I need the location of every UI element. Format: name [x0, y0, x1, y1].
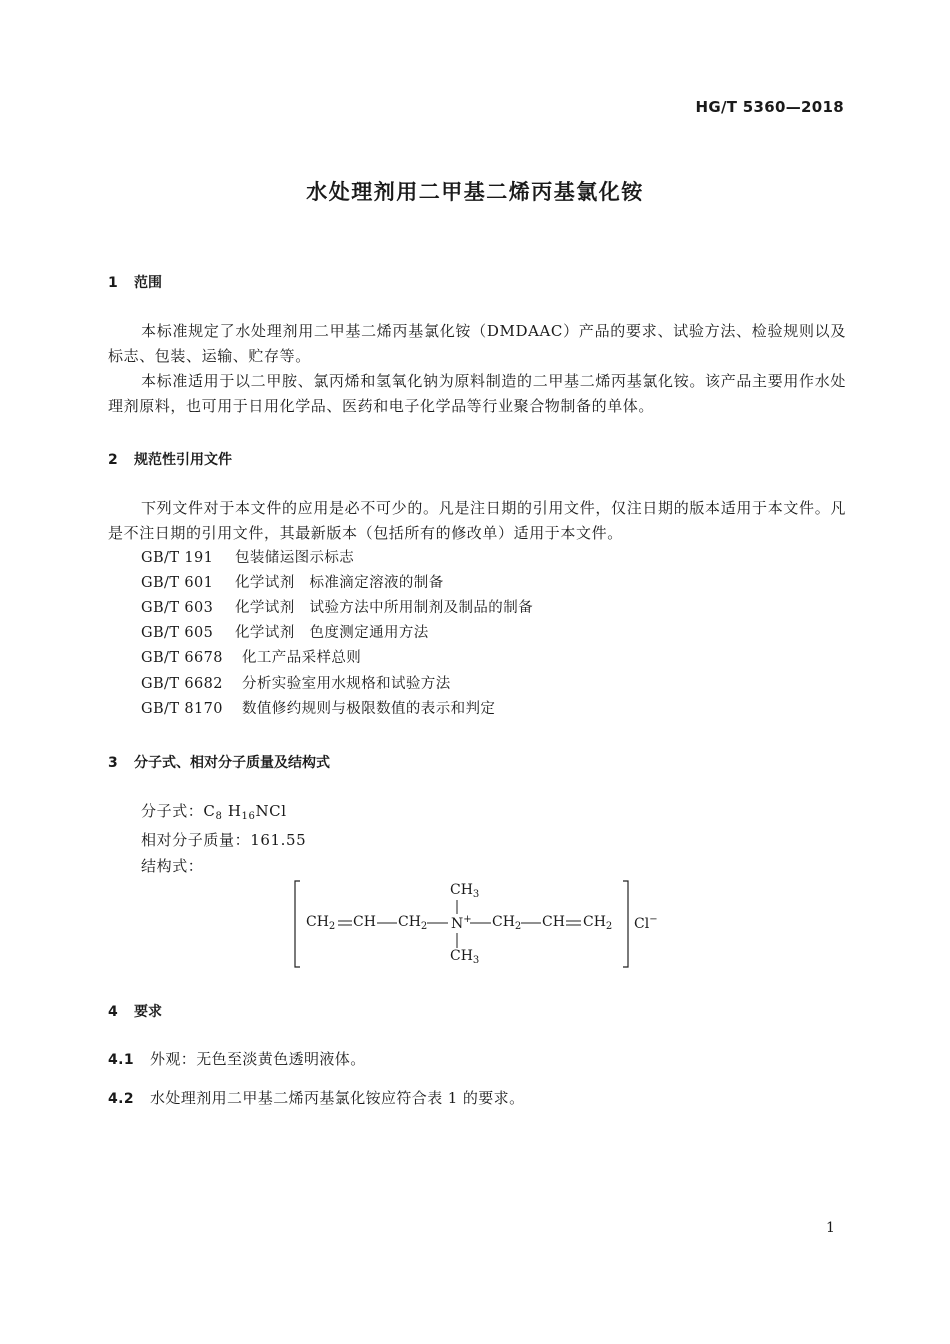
- reference-code: GB/T 6682: [141, 676, 223, 692]
- allyl-ch2-right: [583, 914, 612, 932]
- section-2-heading: [108, 449, 232, 469]
- molecular-formula: [141, 800, 287, 822]
- reference-name: 包装储运图示标志: [235, 550, 355, 566]
- reference-code: GB/T 6678: [141, 650, 223, 666]
- formula-label: 分子式：: [141, 802, 204, 820]
- ch2-text: CH: [398, 914, 421, 930]
- requirement-number: 4.1: [108, 1052, 135, 1068]
- methyl-sub: 3: [472, 955, 480, 966]
- reference-code: GB/T 8170: [141, 701, 223, 717]
- nitrogen-atom: [451, 914, 472, 932]
- section-title: 规范性引用文件: [134, 452, 232, 468]
- ch2-text: CH: [583, 914, 606, 930]
- methyl-top: [450, 882, 479, 900]
- n-charge: +: [463, 914, 472, 925]
- section-title: 范围: [134, 275, 162, 291]
- mass-label: 相对分子质量：: [141, 831, 251, 849]
- reference-name: 化工产品采样总则: [242, 650, 362, 666]
- formula-c-sub: 8: [215, 811, 223, 822]
- methyl-sub: 3: [472, 889, 480, 900]
- section-number: 2: [108, 452, 118, 468]
- reference-name: 化学试剂 试验方法中所用制剂及制品的制备: [235, 600, 533, 616]
- ch2-sub: 2: [328, 921, 336, 932]
- right-bracket: [623, 881, 628, 967]
- section-number: 1: [108, 275, 118, 291]
- ch2-sub: 2: [605, 921, 613, 932]
- section-1-heading: [108, 272, 162, 292]
- reference-item: [141, 646, 361, 671]
- reference-code: GB/T 601: [141, 575, 214, 591]
- formula-rest: NCl: [255, 802, 287, 820]
- n-text: N: [451, 916, 464, 932]
- reference-code: GB/T 603: [141, 600, 214, 616]
- ch2-text: CH: [306, 914, 329, 930]
- methyl-bottom: [450, 948, 479, 966]
- formula-h: H: [227, 802, 242, 820]
- section-2-paragraph-1: 下列文件对于本文件的应用是必不可少的。凡是注日期的引用文件，仅注日期的版本适用于本文件。凡是不注日期的引用文件，其最新版本（包括所有的修改单）适用于本文件。: [108, 499, 846, 542]
- ch2-sub: 2: [420, 921, 428, 932]
- ch2-sub: 2: [514, 921, 522, 932]
- reference-item: [141, 672, 451, 697]
- page-number: 1: [826, 1220, 835, 1236]
- requirement-text: 水处理剂用二甲基二烯丙基氯化铵应符合表 1 的要求。: [150, 1089, 525, 1107]
- formula-h-sub: 16: [241, 811, 256, 822]
- reference-name: 化学试剂 标准滴定溶液的制备: [235, 575, 444, 591]
- cl-charge: −: [649, 914, 658, 925]
- formula-lines: [292, 878, 682, 970]
- section-1-paragraph-2: 本标准适用于以二甲胺、氯丙烯和氢氧化钠为原料制造的二甲基二烯丙基氯化铵。该产品主要用作水处理剂原料，也可用于日用化学品、医药和电子化学品等行业聚合物制备的单体。: [108, 372, 846, 415]
- requirement-text: 外观：无色至淡黄色透明液体。: [150, 1050, 366, 1068]
- standard-code: HG/T 5360—2018: [695, 98, 844, 116]
- reference-item: [141, 697, 495, 722]
- reference-item: [141, 621, 429, 646]
- section-number: 4: [108, 1004, 118, 1020]
- requirement-4-2: [108, 1087, 524, 1108]
- section-title: 要求: [134, 1004, 162, 1020]
- mass-value: 161.55: [250, 831, 307, 849]
- allyl-ch2-left: [306, 914, 335, 932]
- section-number: 3: [108, 755, 118, 771]
- allyl-ch-left: CH: [353, 914, 376, 930]
- reference-item: [141, 596, 533, 621]
- reference-code: GB/T 605: [141, 625, 214, 641]
- reference-item: [141, 571, 444, 596]
- reference-name: 化学试剂 色度测定通用方法: [235, 625, 429, 641]
- section-1-paragraph-1: 本标准规定了水处理剂用二甲基二烯丙基氯化铵（DMDAAC）产品的要求、试验方法、检验规则以及标志、包装、运输、贮存等。: [108, 322, 846, 365]
- document-title: 水处理剂用二甲基二烯丙基氯化铵: [306, 180, 644, 204]
- reference-item: [141, 546, 354, 571]
- cl-text: Cl: [634, 916, 650, 932]
- allyl-ch2-inner-left: [398, 914, 427, 932]
- reference-name: 分析实验室用水规格和试验方法: [242, 676, 451, 692]
- methyl-text: CH: [450, 948, 473, 964]
- allyl-ch-right: CH: [542, 914, 565, 930]
- reference-code: GB/T 191: [141, 550, 214, 566]
- molecular-mass: [141, 829, 306, 850]
- left-bracket: [295, 881, 300, 967]
- formula-c: C: [203, 802, 216, 820]
- structure-label: 结构式：: [141, 857, 204, 875]
- ch2-text: CH: [492, 914, 515, 930]
- requirement-number: 4.2: [108, 1091, 135, 1107]
- section-3-heading: [108, 752, 330, 772]
- section-title: 分子式、相对分子质量及结构式: [134, 755, 330, 771]
- section-4-heading: [108, 1001, 162, 1021]
- reference-name: 数值修约规则与极限数值的表示和判定: [242, 701, 496, 717]
- methyl-text: CH: [450, 882, 473, 898]
- chloride-ion: [634, 914, 658, 932]
- allyl-ch2-inner-right: [492, 914, 521, 932]
- requirement-4-1: [108, 1048, 366, 1069]
- structural-formula: [292, 878, 682, 970]
